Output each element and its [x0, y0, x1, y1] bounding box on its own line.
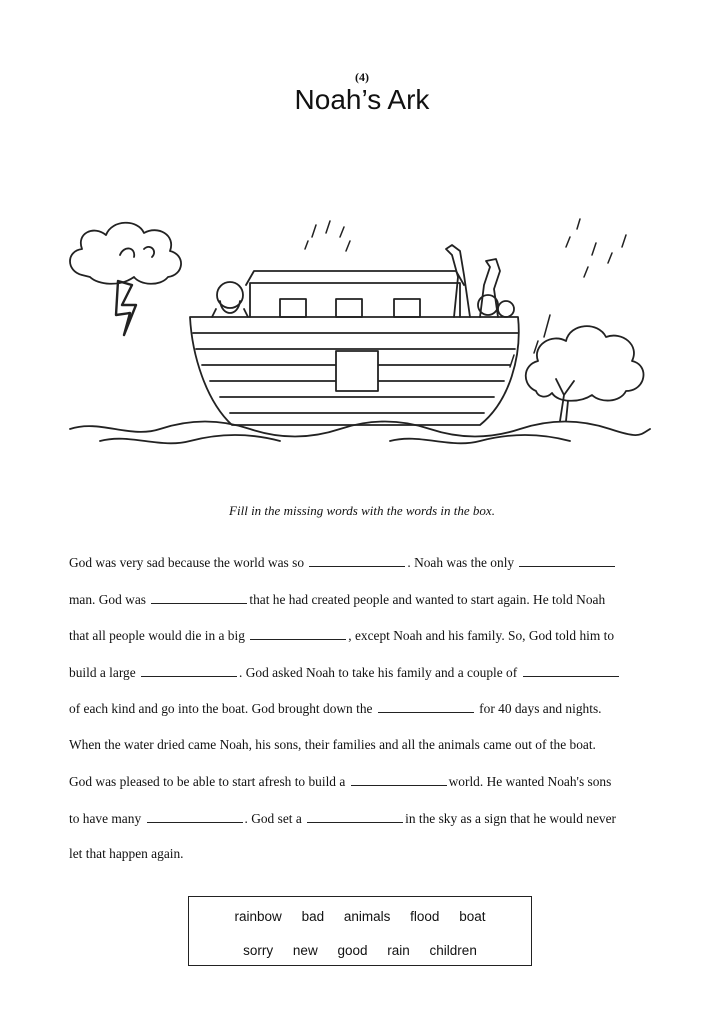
blank-1[interactable] — [309, 553, 405, 567]
word-item: good — [337, 943, 368, 958]
blank-5[interactable] — [141, 663, 237, 677]
ark-cabin — [250, 283, 460, 317]
text-line-1: God was very sad because the world was so . Noah was the only — [69, 553, 669, 572]
word-item: new — [292, 943, 318, 958]
noah-figure — [212, 282, 248, 317]
word-item: rainbow — [234, 909, 282, 924]
text-line-9: let that happen again. — [69, 846, 184, 861]
word-box-row-1 — [189, 909, 531, 924]
tree — [526, 326, 644, 421]
worksheet-number: (4) — [355, 70, 369, 84]
rain-drops — [305, 219, 626, 367]
word-item: children — [429, 943, 477, 958]
page-title: Noah’s Ark — [294, 84, 430, 115]
text-line-7: God was pleased to be able to start afresh to build a world. He wanted Noah's sons — [69, 774, 612, 789]
text-line-3: that all people would die in a big , except Noah and his family. So, God told him to — [69, 628, 615, 643]
word-item: flood — [410, 909, 440, 924]
blank-7[interactable] — [378, 699, 474, 713]
storm-cloud-icon — [70, 223, 181, 284]
blank-8[interactable] — [351, 772, 447, 786]
text-line-8: to have many . God set a in the sky as a sign that he would never — [69, 811, 616, 826]
word-item: sorry — [243, 943, 274, 958]
word-item: rain — [387, 943, 410, 958]
noahs-ark-illustration — [60, 205, 660, 465]
text-line-2: man. God was that he had created people and wanted to start again. He told Noah — [69, 592, 606, 607]
blank-6[interactable] — [523, 663, 619, 677]
blank-10[interactable] — [307, 809, 403, 823]
word-box — [188, 896, 532, 966]
word-item: animals — [343, 909, 391, 924]
instructions: Fill in the missing words with the words in the box. — [229, 503, 495, 518]
blank-2[interactable] — [519, 553, 615, 567]
blank-4[interactable] — [250, 626, 346, 640]
animals-group — [446, 245, 514, 317]
blank-3[interactable] — [151, 590, 247, 604]
blank-9[interactable] — [147, 809, 243, 823]
text-line-6: When the water dried came Noah, his sons, their families and all the animals came out of the boat. — [69, 737, 596, 752]
word-box-row-2 — [189, 943, 531, 958]
text-line-5: of each kind and go into the boat. God brought down the for 40 days and nights. — [69, 701, 602, 716]
word-item: bad — [301, 909, 325, 924]
lightning-bolt-icon — [116, 281, 136, 335]
text-line-4: build a large . God asked Noah to take his family and a couple of — [69, 663, 669, 682]
word-item: boat — [459, 909, 486, 924]
